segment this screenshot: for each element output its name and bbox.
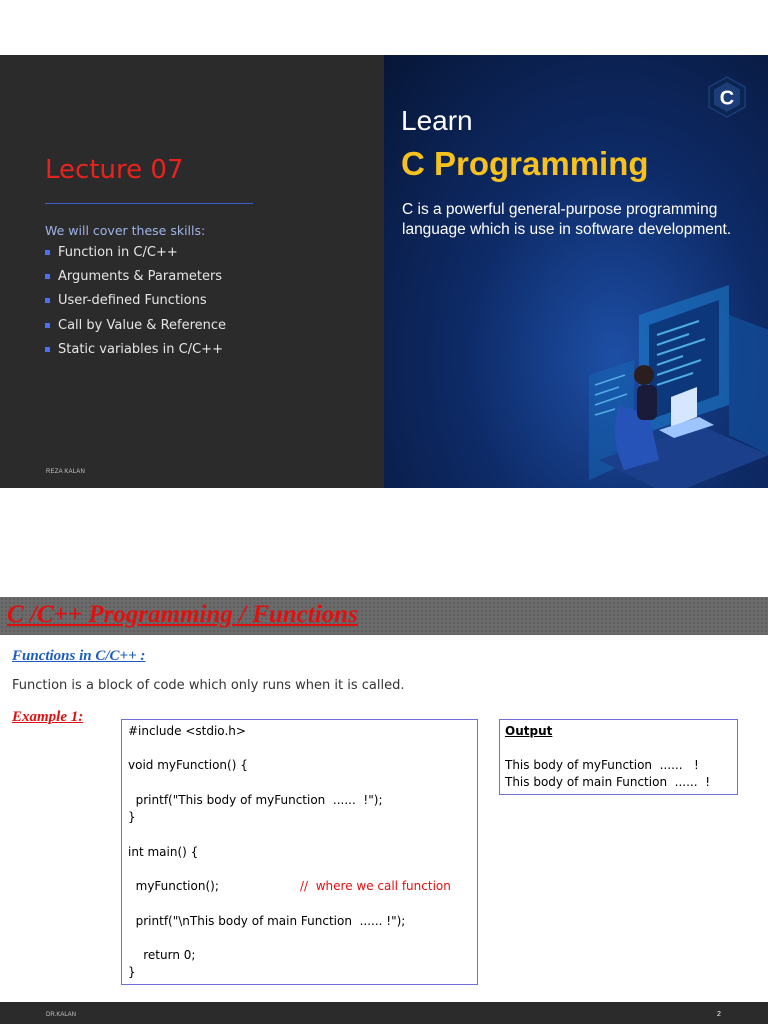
output-line: This body of myFunction ...... ! — [505, 758, 699, 772]
title-divider — [45, 203, 253, 204]
skill-item — [45, 268, 226, 292]
code-line: void myFunction() { — [128, 758, 248, 772]
code-line: } — [128, 810, 136, 824]
title-slide-left-panel — [0, 55, 384, 488]
code-line: return 0; — [128, 948, 196, 962]
programmer-illustration — [579, 285, 768, 488]
output-box — [499, 719, 738, 795]
output-line: This body of main Function ...... ! — [505, 775, 711, 789]
square-bullet-icon — [45, 274, 50, 279]
skill-item — [45, 292, 226, 316]
code-example-box — [121, 719, 478, 985]
lecture-title: Lecture 07 — [45, 155, 184, 185]
section-heading: Functions in C/C++ : — [12, 648, 146, 664]
code-comment: // where we call function — [300, 879, 451, 893]
code-line: printf("This body of myFunction ...... !"); — [128, 793, 383, 807]
skill-label: Function in C/C++ — [58, 245, 178, 260]
example-label: Example 1: — [12, 709, 84, 725]
intro-text: Function is a block of code which only runs when it is called. — [12, 678, 405, 693]
square-bullet-icon — [45, 323, 50, 328]
c-language-logo-icon — [705, 75, 749, 119]
output-title: Output — [505, 724, 553, 738]
code-line: } — [128, 965, 136, 979]
square-bullet-icon — [45, 347, 50, 352]
skills-list — [45, 244, 226, 365]
c-programming-banner — [384, 55, 768, 488]
skill-label: Arguments & Parameters — [58, 269, 223, 285]
skill-label: Call by Value & Reference — [58, 317, 227, 333]
footer-author: DR.KALAN — [46, 1012, 77, 1018]
banner-learn: Learn — [401, 105, 473, 136]
skill-item — [45, 244, 226, 268]
skill-item — [45, 317, 226, 341]
banner-description-line: C is a powerful general-purpose programming — [402, 201, 718, 218]
page-number: 2 — [717, 1011, 721, 1018]
title-slide — [0, 55, 768, 488]
skill-label: User-defined Functions — [58, 293, 207, 309]
skill-label: Static variables in C/C++ — [58, 341, 223, 357]
banner-description — [402, 200, 768, 240]
square-bullet-icon — [45, 298, 50, 303]
banner-description-line: language which is use in software development. — [402, 221, 732, 238]
c-logo-letter: C — [719, 87, 735, 110]
banner-title: C Programming — [401, 145, 649, 182]
code-line: printf("\nThis body of main Function ...... !"); — [128, 914, 406, 928]
slide2-title: C /C++ Programming / Functions — [7, 601, 358, 628]
cover-heading: We will cover these skills: — [45, 223, 206, 238]
slide-author: REZA KALAN — [46, 469, 86, 475]
square-bullet-icon — [45, 250, 50, 255]
code-line: myFunction(); — [128, 879, 219, 893]
slide2-footer — [0, 1002, 768, 1024]
code-line: #include <stdio.h> — [128, 724, 246, 738]
skill-item — [45, 341, 226, 365]
code-line: int main() { — [128, 845, 199, 859]
